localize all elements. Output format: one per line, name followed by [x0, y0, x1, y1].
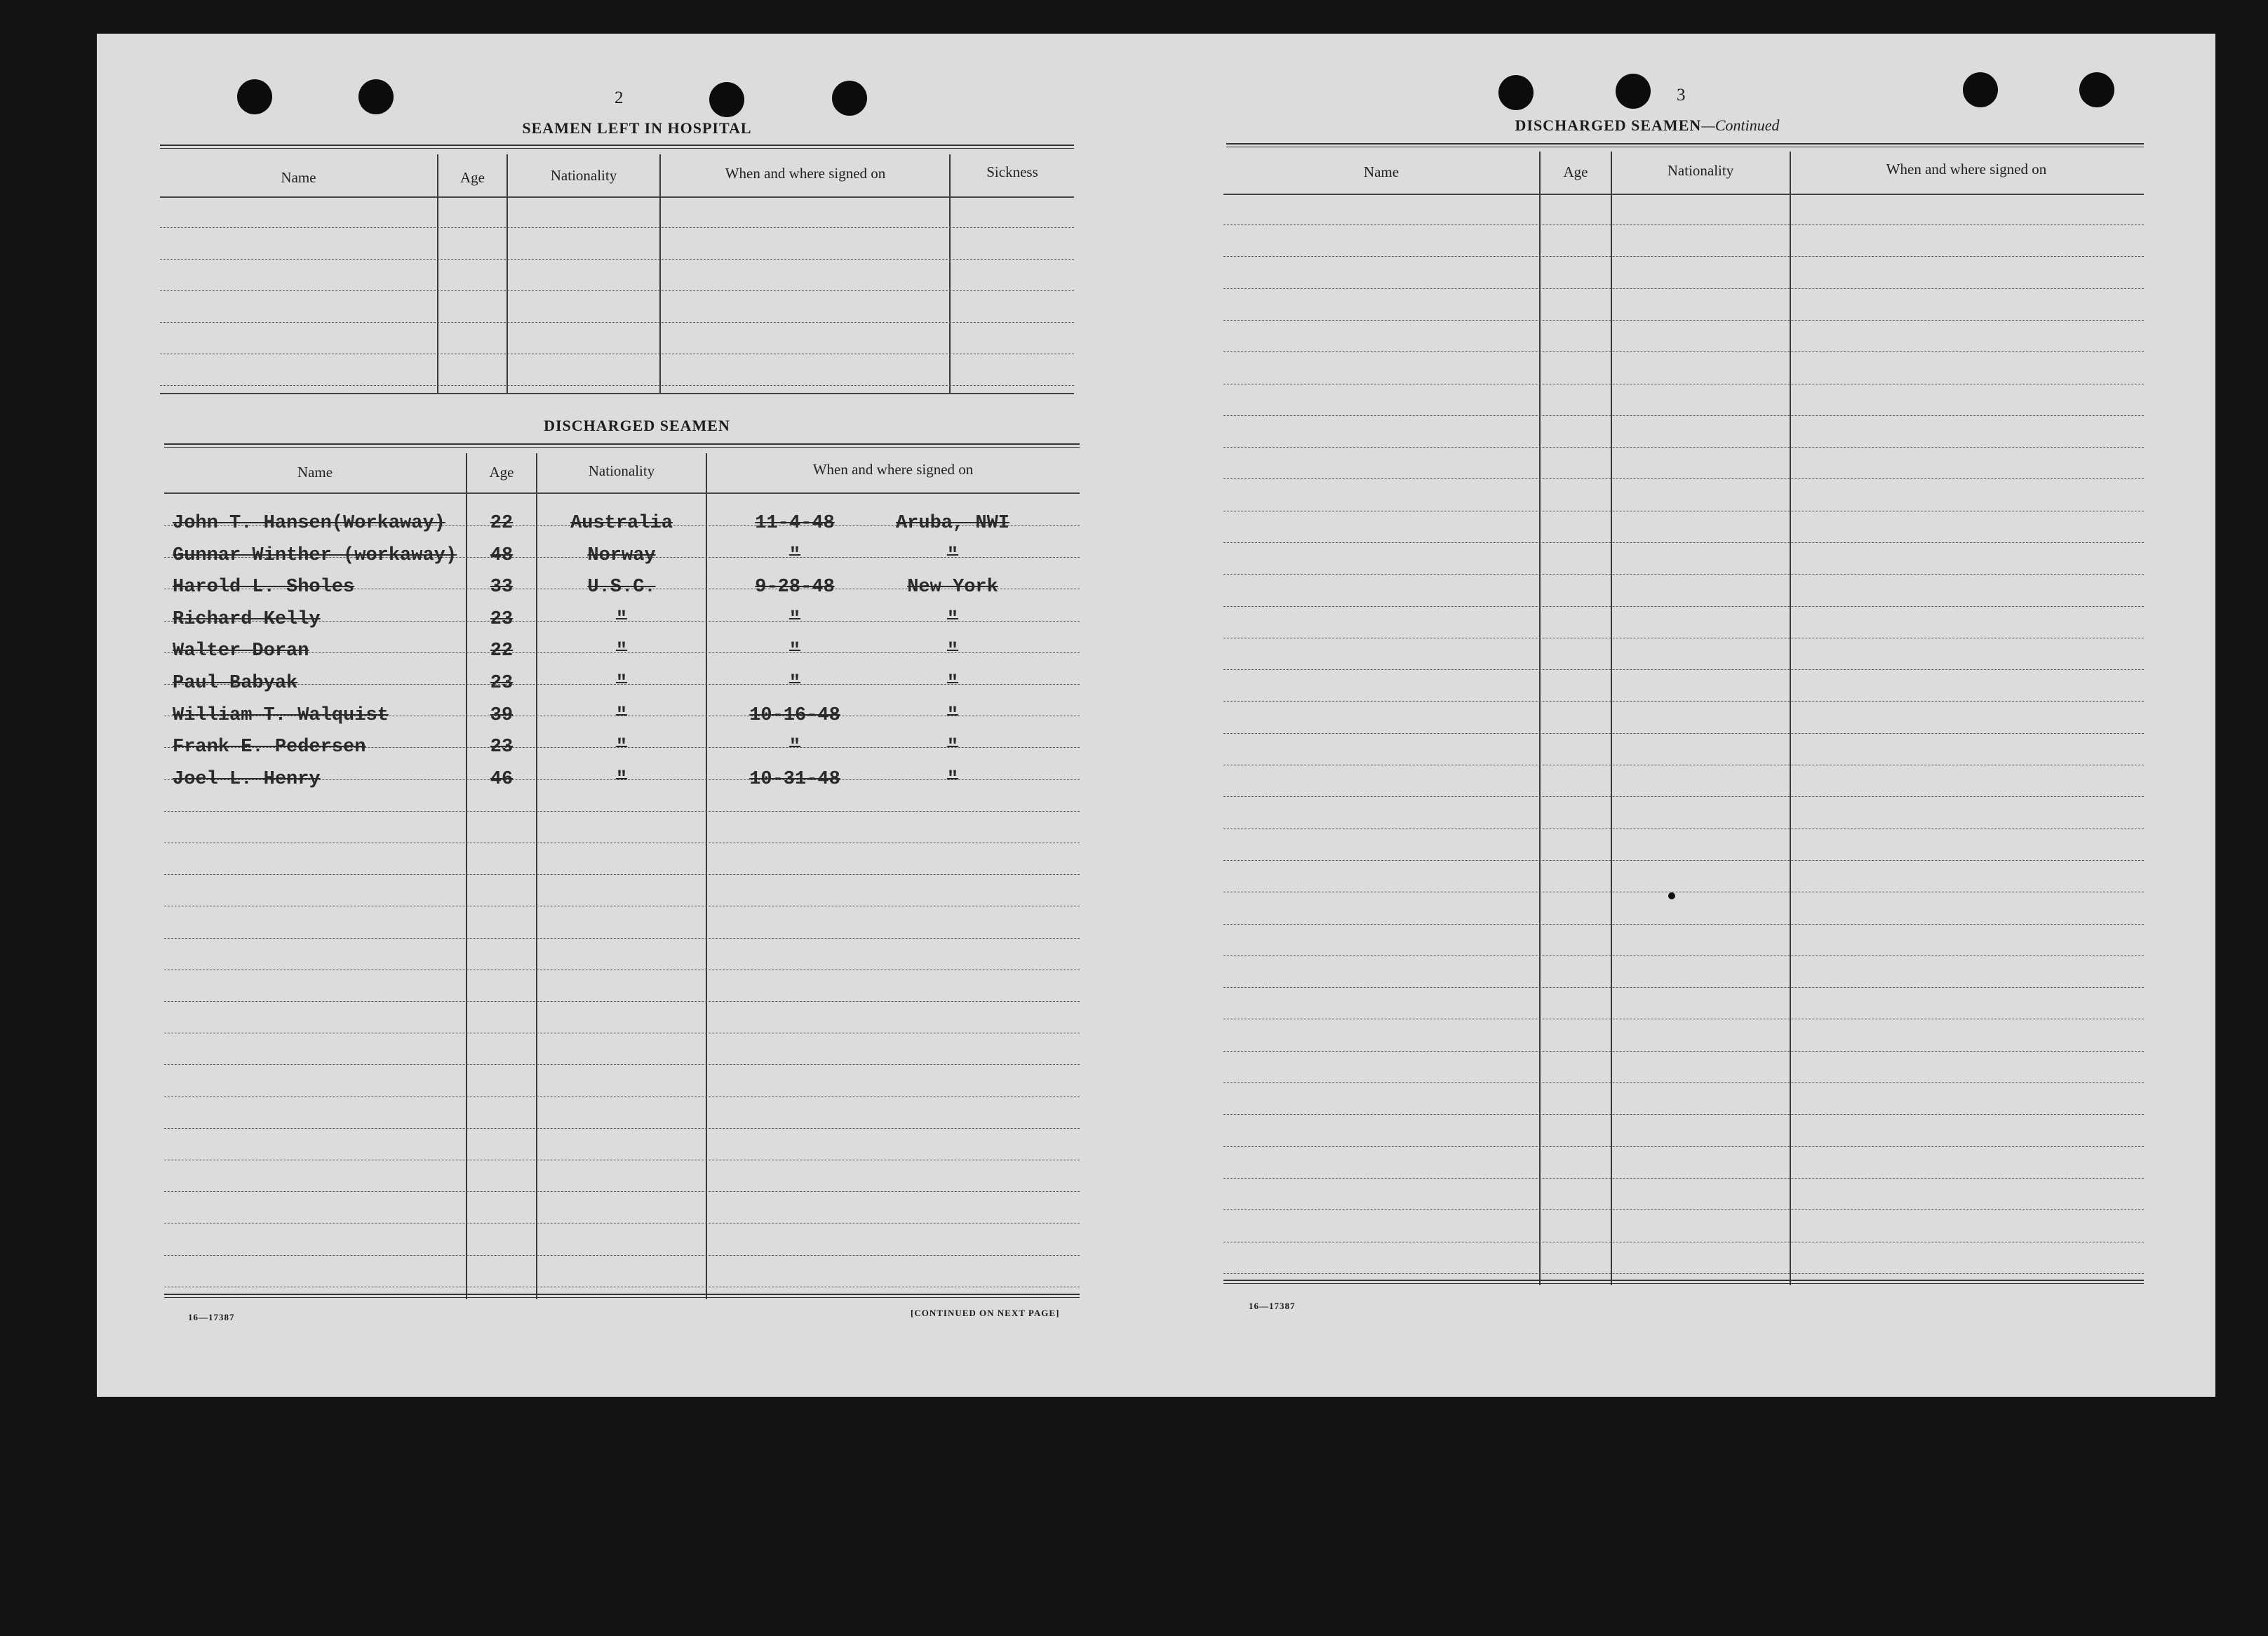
punch-hole	[2079, 72, 2114, 107]
header-rule	[1223, 194, 2144, 195]
seaman-nationality: "	[615, 609, 628, 630]
section-bottom-rule	[1223, 1280, 2144, 1284]
entry-line	[164, 1064, 1080, 1065]
column-divider	[1611, 152, 1612, 1285]
column-divider	[706, 453, 707, 1299]
entry-line	[164, 1191, 1080, 1192]
continued-col-name: Name	[1363, 163, 1400, 180]
entry-line	[160, 259, 1074, 260]
entry-line	[1223, 224, 2144, 225]
column-divider	[1539, 152, 1541, 1285]
entry-line	[164, 811, 1080, 812]
hospital-top-rule	[160, 145, 1074, 149]
entry-line	[1223, 924, 2144, 925]
entry-line	[164, 938, 1080, 939]
entry-line	[1223, 1178, 2144, 1179]
header-rule	[160, 196, 1074, 198]
signed-on-place: "	[946, 641, 959, 662]
punch-hole	[358, 79, 394, 114]
signed-on-date: "	[789, 673, 801, 694]
seaman-name: Frank E. Pedersen	[173, 737, 366, 758]
discharged-col-signed-on: When and where signed on	[812, 461, 974, 478]
seaman-nationality: U.S.C.	[587, 577, 656, 598]
entry-line	[164, 874, 1080, 875]
entry-line	[164, 1001, 1080, 1002]
punch-hole	[832, 81, 867, 116]
signed-on-date: 10-16-48	[749, 705, 840, 726]
continued-title-suffix: —Continued	[1701, 116, 1780, 134]
header-rule	[164, 492, 1080, 494]
signed-on-date: "	[789, 737, 801, 758]
column-divider	[949, 154, 951, 393]
signed-on-date: 9-28-48	[755, 577, 835, 598]
seaman-age: 46	[490, 769, 514, 790]
column-divider	[659, 154, 661, 393]
entry-line	[1223, 542, 2144, 543]
entry-line	[160, 227, 1074, 228]
seaman-name: John T. Hansen(Workaway)	[173, 513, 445, 534]
entry-line	[1223, 860, 2144, 861]
seaman-nationality: "	[615, 737, 628, 758]
discharged-col-name: Name	[297, 464, 333, 481]
entry-line	[1223, 1273, 2144, 1274]
signed-on-place: "	[946, 769, 959, 790]
page-number: 3	[1677, 86, 1686, 105]
entry-line	[1223, 796, 2144, 797]
entry-line	[1223, 1209, 2144, 1210]
hospital-section-title: SEAMEN LEFT IN HOSPITAL	[522, 119, 752, 137]
entry-line	[1223, 1082, 2144, 1083]
hospital-col-name: Name	[281, 169, 316, 186]
discharged-col-nationality: Nationality	[588, 462, 655, 479]
seaman-age: 22	[490, 513, 514, 534]
discharged-col-age: Age	[489, 464, 514, 481]
seaman-age: 23	[490, 673, 514, 694]
entry-line	[160, 385, 1074, 386]
seaman-nationality: "	[615, 769, 628, 790]
seaman-age: 23	[490, 609, 514, 630]
punch-hole	[1616, 74, 1651, 109]
entry-line	[1223, 288, 2144, 289]
entry-line	[1223, 447, 2144, 448]
punch-hole	[1498, 75, 1534, 110]
seaman-age: 48	[490, 545, 514, 566]
entry-line	[1223, 256, 2144, 257]
seaman-age: 39	[490, 705, 514, 726]
page-number: 2	[615, 88, 624, 107]
punch-hole	[237, 79, 272, 114]
entry-line	[1223, 1114, 2144, 1115]
seaman-age: 22	[490, 641, 514, 662]
entry-line	[1223, 320, 2144, 321]
seaman-name: Richard Kelly	[173, 609, 321, 630]
entry-line	[1223, 351, 2144, 352]
hospital-col-sickness: Sickness	[986, 163, 1038, 180]
signed-on-date: "	[789, 641, 801, 662]
section-bottom-rule	[160, 393, 1074, 394]
form-sheet	[97, 34, 2215, 1397]
signed-on-place: "	[946, 545, 959, 566]
seaman-nationality: "	[615, 641, 628, 662]
form-code: 16—17387	[188, 1312, 235, 1322]
signed-on-place: Aruba, NWI	[895, 513, 1010, 534]
section-bottom-rule	[164, 1294, 1080, 1298]
ink-speck	[1668, 892, 1675, 899]
seaman-name: William T. Walquist	[173, 705, 389, 726]
discharged-top-rule	[164, 443, 1080, 448]
discharged-section-title: DISCHARGED SEAMEN	[544, 417, 730, 434]
seaman-name: Harold L. Sholes	[173, 577, 355, 598]
entry-line	[1223, 701, 2144, 702]
signed-on-date: "	[789, 609, 801, 630]
column-divider	[506, 154, 508, 393]
entry-line	[1223, 1146, 2144, 1147]
continued-col-nationality: Nationality	[1667, 162, 1734, 179]
seaman-name: Joel L. Henry	[173, 769, 321, 790]
entry-line	[1223, 733, 2144, 734]
signed-on-date: 10-31-48	[749, 769, 840, 790]
seaman-age: 23	[490, 737, 514, 758]
signed-on-place: New York	[907, 577, 998, 598]
entry-line	[1223, 478, 2144, 479]
column-divider	[1790, 152, 1791, 1285]
signed-on-date: 11-4-48	[755, 513, 835, 534]
continued-section-title	[1472, 116, 1823, 135]
entry-line	[1223, 669, 2144, 670]
seaman-age: 33	[490, 577, 514, 598]
entry-line	[1223, 415, 2144, 416]
entry-line	[160, 290, 1074, 291]
seaman-name: Gunnar Winther (workaway)	[173, 545, 457, 566]
column-divider	[437, 154, 438, 393]
entry-line	[1223, 574, 2144, 575]
continued-title-main: DISCHARGED SEAMEN	[1515, 116, 1702, 134]
seaman-nationality: "	[615, 673, 628, 694]
signed-on-place: "	[946, 673, 959, 694]
seaman-name: Walter Doran	[173, 641, 309, 662]
entry-line	[164, 1255, 1080, 1256]
entry-line	[164, 1128, 1080, 1129]
punch-hole	[1963, 72, 1998, 107]
entry-line	[1223, 606, 2144, 607]
hospital-col-signed-on: When and where signed on	[725, 165, 886, 182]
entry-line	[160, 322, 1074, 323]
seaman-nationality: Norway	[587, 545, 656, 566]
seaman-name: Paul Babyak	[173, 673, 298, 694]
punch-hole	[709, 82, 744, 117]
seaman-nationality: Australia	[570, 513, 673, 534]
continued-note: [CONTINUED ON NEXT PAGE]	[911, 1308, 1060, 1318]
entry-line	[1223, 987, 2144, 988]
signed-on-place: "	[946, 737, 959, 758]
signed-on-place: "	[946, 609, 959, 630]
entry-line	[1223, 1051, 2144, 1052]
hospital-col-nationality: Nationality	[550, 167, 617, 184]
continued-col-signed-on: When and where signed on	[1886, 161, 2047, 177]
signed-on-date: "	[789, 545, 801, 566]
seaman-nationality: "	[615, 705, 628, 726]
form-code: 16—17387	[1249, 1301, 1296, 1311]
signed-on-place: "	[946, 705, 959, 726]
continued-col-age: Age	[1563, 163, 1588, 180]
continued-top-rule	[1226, 143, 2144, 147]
hospital-col-age: Age	[460, 169, 485, 186]
